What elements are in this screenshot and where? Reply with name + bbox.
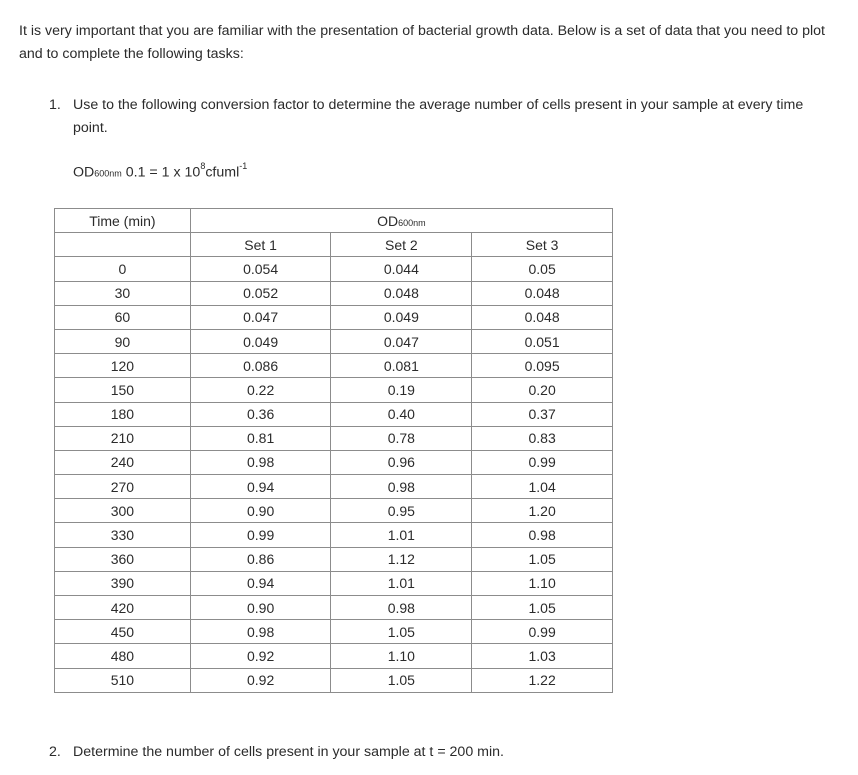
empty-header-cell (55, 233, 191, 257)
set-3-cell: 1.22 (472, 668, 613, 692)
set-3-cell: 0.83 (472, 426, 613, 450)
set-3-header: Set 3 (472, 233, 613, 257)
table-row (55, 329, 613, 353)
set-3-cell: 1.04 (472, 475, 613, 499)
set-1-cell: 0.86 (190, 547, 331, 571)
set-1-cell: 0.047 (190, 305, 331, 329)
set-2-cell: 0.78 (331, 426, 472, 450)
set-1-cell: 0.94 (190, 475, 331, 499)
set-3-cell: 1.05 (472, 596, 613, 620)
table-row (55, 426, 613, 450)
set-2-cell: 0.048 (331, 281, 472, 305)
question-2-text: Determine the number of cells present in your sample at t = 200 min. (73, 744, 504, 760)
time-cell: 420 (55, 596, 191, 620)
set-2-cell: 1.12 (331, 547, 472, 571)
set-2-cell: 0.049 (331, 305, 472, 329)
time-cell: 240 (55, 450, 191, 474)
table-header-row (55, 209, 613, 233)
set-2-cell: 1.05 (331, 620, 472, 644)
set-3-cell: 0.37 (472, 402, 613, 426)
conversion-od-subscript: 600nm (94, 168, 122, 179)
conversion-unit: cfuml (205, 164, 240, 181)
table-row (55, 402, 613, 426)
set-2-cell: 1.05 (331, 668, 472, 692)
table-row (55, 596, 613, 620)
set-1-cell: 0.81 (190, 426, 331, 450)
conversion-od: OD (73, 164, 95, 181)
set-2-cell: 0.047 (331, 329, 472, 353)
set-3-cell: 0.20 (472, 378, 613, 402)
set-1-cell: 0.92 (190, 644, 331, 668)
set-2-cell: 0.95 (331, 499, 472, 523)
od-header-label: OD (377, 212, 399, 229)
set-3-cell: 0.05 (472, 257, 613, 281)
time-cell: 450 (55, 620, 191, 644)
set-1-cell: 0.98 (190, 620, 331, 644)
set-1-cell: 0.086 (190, 354, 331, 378)
table-row (55, 620, 613, 644)
table-row (55, 257, 613, 281)
table-row (55, 499, 613, 523)
intro-paragraph: It is very important that you are familiar with the presentation of bacterial growth data. Below is a set of data that you need to plot and to complete the following tasks: (19, 23, 825, 62)
set-3-cell: 0.99 (472, 620, 613, 644)
set-1-cell: 0.98 (190, 450, 331, 474)
table-row (55, 644, 613, 668)
set-2-header: Set 2 (331, 233, 472, 257)
time-cell: 360 (55, 547, 191, 571)
time-cell: 330 (55, 523, 191, 547)
table-row (55, 378, 613, 402)
set-2-cell: 0.98 (331, 475, 472, 499)
time-cell: 210 (55, 426, 191, 450)
od-header (190, 209, 612, 233)
table-row (55, 354, 613, 378)
time-cell: 150 (55, 378, 191, 402)
growth-data-table (54, 208, 613, 693)
set-1-header: Set 1 (190, 233, 331, 257)
set-3-cell: 1.20 (472, 499, 613, 523)
set-2-cell: 0.96 (331, 450, 472, 474)
table-row (55, 281, 613, 305)
set-3-cell: 0.98 (472, 523, 613, 547)
time-cell: 300 (55, 499, 191, 523)
set-1-cell: 0.052 (190, 281, 331, 305)
set-2-cell: 1.01 (331, 571, 472, 595)
set-3-cell: 1.10 (472, 571, 613, 595)
time-cell: 30 (55, 281, 191, 305)
set-2-cell: 0.19 (331, 378, 472, 402)
set-1-cell: 0.94 (190, 571, 331, 595)
table-row (55, 475, 613, 499)
set-2-cell: 1.01 (331, 523, 472, 547)
time-cell: 390 (55, 571, 191, 595)
time-cell: 270 (55, 475, 191, 499)
set-2-cell: 1.10 (331, 644, 472, 668)
table-row (55, 547, 613, 571)
set-1-cell: 0.049 (190, 329, 331, 353)
set-1-cell: 0.90 (190, 596, 331, 620)
table-row (55, 668, 613, 692)
set-3-cell: 0.051 (472, 329, 613, 353)
time-cell: 510 (55, 668, 191, 692)
set-2-cell: 0.044 (331, 257, 472, 281)
conversion-unit-exponent: -1 (239, 161, 248, 171)
set-2-cell: 0.081 (331, 354, 472, 378)
conversion-factor (73, 163, 247, 181)
set-3-cell: 0.048 (472, 281, 613, 305)
set-1-cell: 0.92 (190, 668, 331, 692)
set-1-cell: 0.054 (190, 257, 331, 281)
table-row (55, 450, 613, 474)
time-header: Time (min) (55, 209, 191, 233)
set-3-cell: 0.048 (472, 305, 613, 329)
set-2-cell: 0.98 (331, 596, 472, 620)
time-cell: 60 (55, 305, 191, 329)
set-1-cell: 0.36 (190, 402, 331, 426)
set-3-cell: 0.99 (472, 450, 613, 474)
set-3-cell: 1.03 (472, 644, 613, 668)
conversion-value: 0.1 = 1 x 10 (125, 164, 201, 181)
time-cell: 120 (55, 354, 191, 378)
time-cell: 90 (55, 329, 191, 353)
set-2-cell: 0.40 (331, 402, 472, 426)
table-row (55, 523, 613, 547)
time-cell: 480 (55, 644, 191, 668)
question-1-text: Use to the following conversion factor to determine the average number of cells present in your sample at every time point. (73, 97, 804, 136)
time-cell: 180 (55, 402, 191, 426)
conversion-exponent: 8 (200, 161, 206, 171)
question-2-number: 2. (49, 744, 61, 760)
set-1-cell: 0.22 (190, 378, 331, 402)
table-row (55, 305, 613, 329)
set-1-cell: 0.90 (190, 499, 331, 523)
od-header-subscript: 600nm (398, 217, 426, 228)
set-3-cell: 1.05 (472, 547, 613, 571)
question-1-number: 1. (49, 97, 61, 113)
set-3-cell: 0.095 (472, 354, 613, 378)
set-header-row (55, 233, 613, 257)
set-1-cell: 0.99 (190, 523, 331, 547)
time-cell: 0 (55, 257, 191, 281)
table-row (55, 571, 613, 595)
